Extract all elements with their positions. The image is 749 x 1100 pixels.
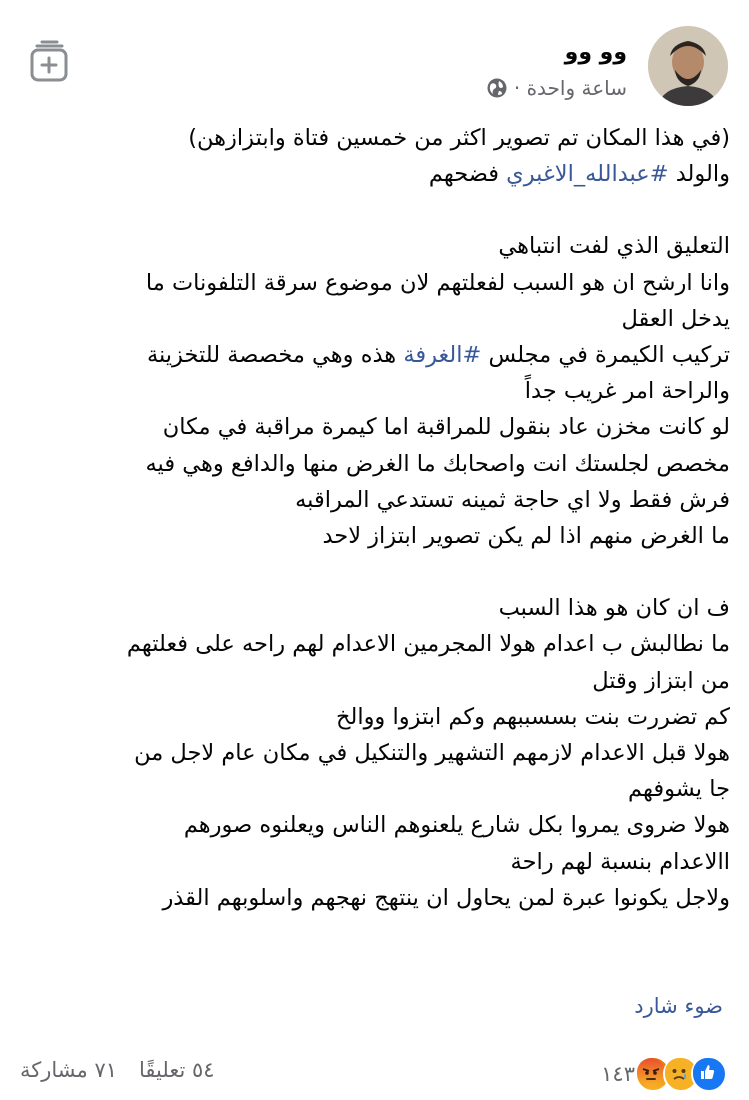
globe-icon bbox=[486, 77, 508, 99]
post-text-line bbox=[16, 373, 730, 409]
text-segment: فضحهم bbox=[428, 161, 507, 188]
post-text-line bbox=[16, 156, 730, 192]
text-segment: جا يشوفهم bbox=[628, 776, 730, 803]
text-segment: هولا ضروى يمروا بكل شارع يلعنوهم الناس ويعلنوه صورهم bbox=[183, 812, 730, 839]
text-segment: لو كانت مخزن عاد بنقول للمراقبة اما كيمرة مراقبة في مكان bbox=[162, 414, 730, 441]
add-to-collection-icon bbox=[26, 38, 76, 88]
text-segment: كم تضررت بنت بسسببهم وكم ابتزوا ووالخ bbox=[335, 703, 730, 730]
shares-count[interactable]: ٧١ مشاركة bbox=[20, 1058, 118, 1082]
author-avatar[interactable] bbox=[648, 26, 728, 106]
post-text-line bbox=[16, 120, 730, 156]
post-paragraph bbox=[16, 120, 730, 192]
post-text-line bbox=[16, 228, 730, 264]
post-text-line bbox=[16, 844, 730, 880]
like-reaction-icon bbox=[691, 1056, 727, 1092]
text-segment: ف ان كان هو هذا السبب bbox=[498, 595, 730, 622]
post-text-line bbox=[16, 301, 730, 337]
text-segment: وانا ارشح ان هو السبب لفعلتهم لان موضوع سرقة التلفونات ما bbox=[145, 269, 730, 296]
text-segment: والولد bbox=[668, 161, 730, 188]
post-time[interactable]: ساعة واحدة · bbox=[513, 76, 627, 100]
see-translation-link[interactable]: ضوء شارد bbox=[634, 994, 723, 1018]
hashtag-link[interactable]: #الغرفة bbox=[403, 342, 482, 369]
post-text-line bbox=[16, 482, 730, 518]
text-segment: هولا قبل الاعدام لازمهم التشهير والتنكيل في مكان عام لاجل من bbox=[134, 740, 730, 767]
text-segment: (في هذا المكان تم تصوير اكثر من خمسين فتاة وابتزازهن) bbox=[188, 125, 730, 151]
post-text-line bbox=[16, 735, 730, 771]
text-segment: من ابتزاز وقتل bbox=[592, 667, 730, 694]
text-segment: هذه وهي مخصصة للتخزينة bbox=[146, 342, 404, 369]
post-text-line bbox=[16, 446, 730, 482]
text-segment: ولاجل يكونوا عبرة لمن يحاول ان ينتهج نهجهم واسلوبهم القذر bbox=[162, 884, 730, 911]
add-to-collection-button[interactable] bbox=[26, 38, 76, 88]
post-footer bbox=[0, 1048, 749, 1092]
author-name[interactable]: وو وو bbox=[564, 40, 627, 65]
text-segment: والراحة امر غريب جداً bbox=[524, 378, 730, 405]
post-paragraph bbox=[16, 228, 730, 554]
post-text-line bbox=[16, 409, 730, 445]
text-segment: التعليق الذي لفت انتباهي bbox=[498, 233, 730, 260]
comments-count[interactable]: ٥٤ تعليقًا bbox=[139, 1058, 215, 1082]
text-segment: يدخل العقل bbox=[621, 305, 730, 332]
text-segment: ما نطالبش ب اعدام هولا المجرمين الاعدام لهم راحه على فعلتهم bbox=[126, 631, 730, 658]
text-segment: فرش فقط ولا اي حاجة ثمينه تستدعي المراقبه bbox=[295, 486, 730, 513]
post-text-line bbox=[16, 699, 730, 735]
post-text-line bbox=[16, 337, 730, 373]
post-text-line bbox=[16, 880, 730, 916]
post-text-line bbox=[16, 807, 730, 843]
profile-photo bbox=[648, 26, 728, 106]
text-segment: مخصص لجلستك انت واصحابك ما الغرض منها والدافع وهي فيه bbox=[145, 450, 730, 477]
post-text-line bbox=[16, 590, 730, 626]
hashtag-link[interactable]: #عبدالله_الاغبري bbox=[506, 161, 669, 188]
engagement-counts bbox=[20, 1058, 215, 1082]
text-segment: االاعدام بنسبة لهم راحة bbox=[510, 848, 730, 875]
post-text-line bbox=[16, 626, 730, 662]
reactions-summary[interactable] bbox=[601, 1056, 727, 1092]
post-paragraph bbox=[16, 590, 730, 916]
text-segment: ما الغرض منهم اذا لم يكن تصوير ابتزاز لاحد bbox=[322, 523, 730, 550]
text-segment: تركيب الكيمرة في مجلس bbox=[481, 342, 730, 369]
post-text-line bbox=[16, 265, 730, 301]
reaction-count: ١٤٣ bbox=[601, 1062, 635, 1086]
post-text-line bbox=[16, 518, 730, 554]
post-text-line bbox=[16, 663, 730, 699]
post-text-line bbox=[16, 771, 730, 807]
post-meta bbox=[486, 76, 627, 100]
post-body bbox=[16, 120, 730, 952]
